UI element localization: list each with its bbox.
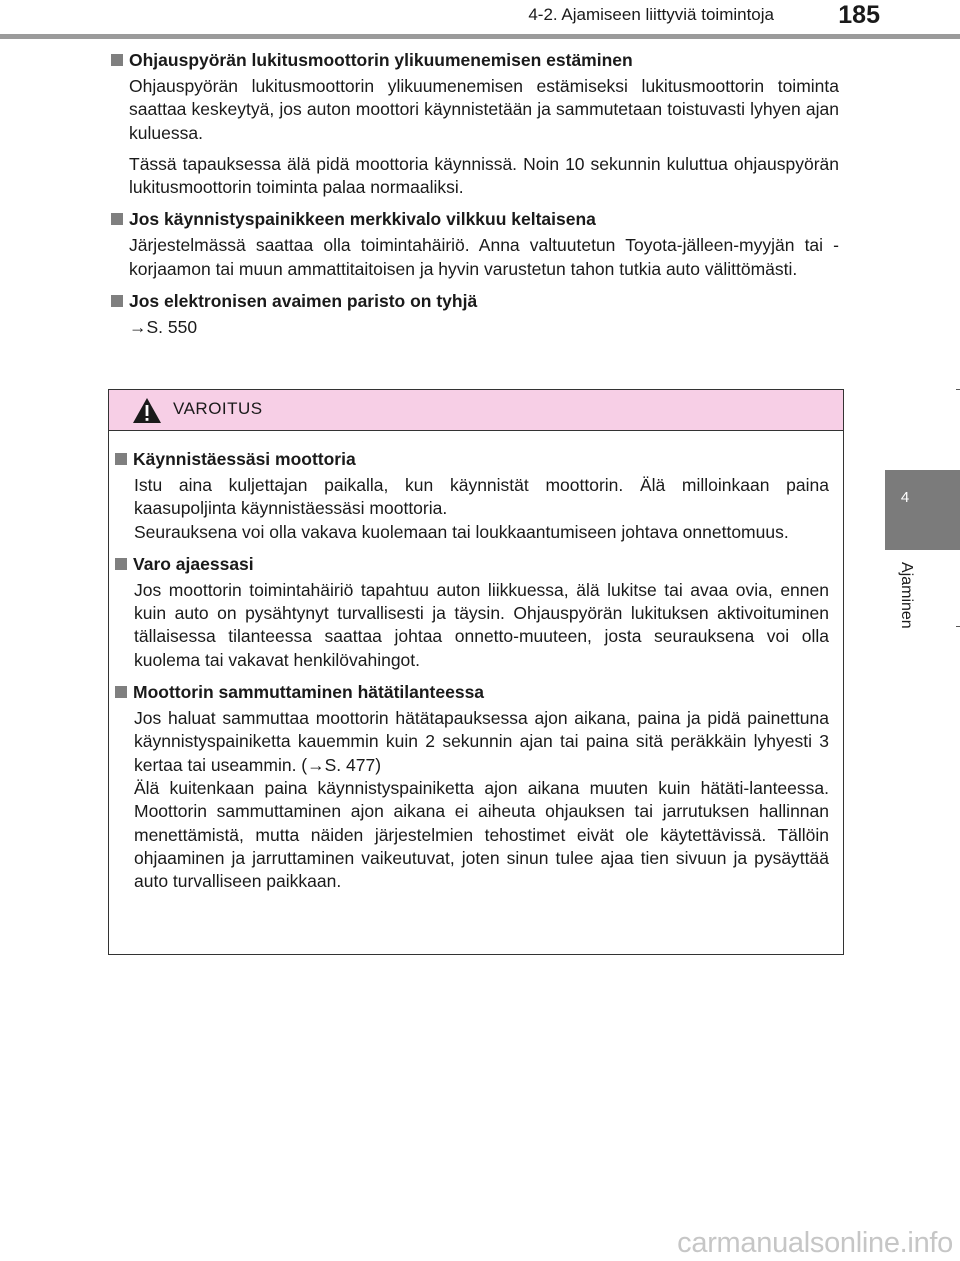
paragraph: Järjestelmässä saattaa olla toimintahäiriö. Anna valtuutetun Toyota-jälleen-myyjän tai -korjaamon tai muun ammattitaitoisen ja hyvin varustetun tahon tutkia auto välittömästi. [129, 235, 839, 279]
section-heading [115, 447, 829, 471]
section-heading-text: Ohjauspyörän lukitusmoottorin ylikuumenemisen estäminen [129, 50, 633, 70]
edge-tick [956, 626, 960, 627]
section-block [111, 207, 839, 281]
section-heading [111, 289, 839, 313]
paragraph: Jos haluat sammuttaa moottorin hätätapauksessa ajon aikana, paina ja pidä painettuna käynnistyspainiketta kauemmin kuin 2 sekunnin ajan tai paina sitä peräkkäin lyhyesti 3 kertaa tai useammin. (→S. 477) [134, 708, 829, 775]
section-heading-text: Jos käynnistyspainikkeen merkkivalo vilkkuu keltaisena [129, 209, 596, 230]
edge-tick [956, 389, 960, 390]
section-heading [115, 552, 829, 576]
paragraph: Istu aina kuljettajan paikalla, kun käynnistät moottorin. Älä milloinkaan paina kaasupoljinta käynnistäessäsi moottoria. [134, 475, 829, 519]
paragraph: Jos moottorin toimintahäiriö tapahtuu auton liikkuessa, älä lukitse tai avaa ovia, ennen kuin auto on pysähtynyt turvallisesti ja täysin. Ohjauspyörän lukituksen aktivoituminen tällaisessa tilanteessa saattaa johtaa onnetto-muuteen, josta seurauksena voi olla kuolema tai vakavat henkilövahingot. [134, 579, 829, 670]
warning-header [109, 390, 843, 431]
section-heading-text: Käynnistäessäsi moottoria [133, 449, 356, 469]
section-heading-text: Jos elektronisen avaimen paristo on tyhjä [129, 291, 478, 312]
warning-section [115, 552, 829, 672]
chapter-number: 4 [900, 489, 910, 506]
square-bullet-icon [111, 295, 123, 307]
page-reference-link[interactable]: →S. 550 [129, 317, 198, 338]
section-block [111, 289, 839, 339]
header-rule [0, 34, 960, 39]
chapter-title: Ajaminen [898, 562, 915, 629]
square-bullet-icon [115, 558, 127, 570]
section-heading [111, 48, 839, 72]
square-bullet-icon [111, 54, 123, 66]
header-section-title: 4-2. Ajamiseen liittyviä toimintoja [528, 5, 774, 24]
section-block [111, 48, 839, 199]
paragraph: Ohjauspyörän lukitusmoottorin ylikuumenemisen estämiseksi lukitusmoottorin toiminta saattaa keskeytyä, jos auton moottori käynnistetään ja sammutetaan toistuvasti lyhyen ajan kuluessa. [129, 76, 839, 143]
page-number: 185 [838, 1, 880, 29]
warning-section [115, 680, 829, 893]
paragraph: Tässä tapauksessa älä pidä moottoria käynnissä. Noin 10 sekunnin kuluttua ohjauspyörän lukitusmoottorin toiminta palaa normaaliksi. [129, 153, 839, 198]
section-heading-text: Varo ajaessasi [133, 553, 254, 574]
warning-body [115, 447, 829, 893]
warning-label: VAROITUS [173, 399, 263, 418]
section-heading [115, 680, 829, 704]
paragraph: Älä kuitenkaan paina käynnistyspainiketta ajon aikana muuten kuin hätäti-lanteessa. Moottorin sammuttaminen ajon aikana ei aiheuta ohjauksen tai jarrutuksen hallinnan menettämistä, mutta näiden järjestelmien tehostimet eivät ole käytettävissä. Tällöin ohjaaminen ja jarruttaminen vaikeutuvat, joten sinun tulee ajaa tien sivuun ja pysäyttää auto turvalliseen paikkaan. [134, 777, 829, 892]
square-bullet-icon [111, 213, 123, 225]
warning-triangle-icon [132, 397, 162, 424]
square-bullet-icon [115, 686, 127, 698]
main-content [111, 48, 839, 339]
section-heading-text: Moottorin sammuttaminen hätätilanteessa [133, 682, 485, 703]
paragraph: Seurauksena voi olla vakava kuolemaan tai loukkaantumiseen johtava onnettomuus. [134, 521, 789, 542]
section-heading [111, 207, 839, 231]
chapter-tab[interactable] [885, 470, 960, 550]
warning-box [108, 389, 844, 955]
watermark: carmanualsonline.info [677, 1227, 953, 1259]
square-bullet-icon [115, 453, 127, 465]
warning-section [115, 447, 829, 544]
